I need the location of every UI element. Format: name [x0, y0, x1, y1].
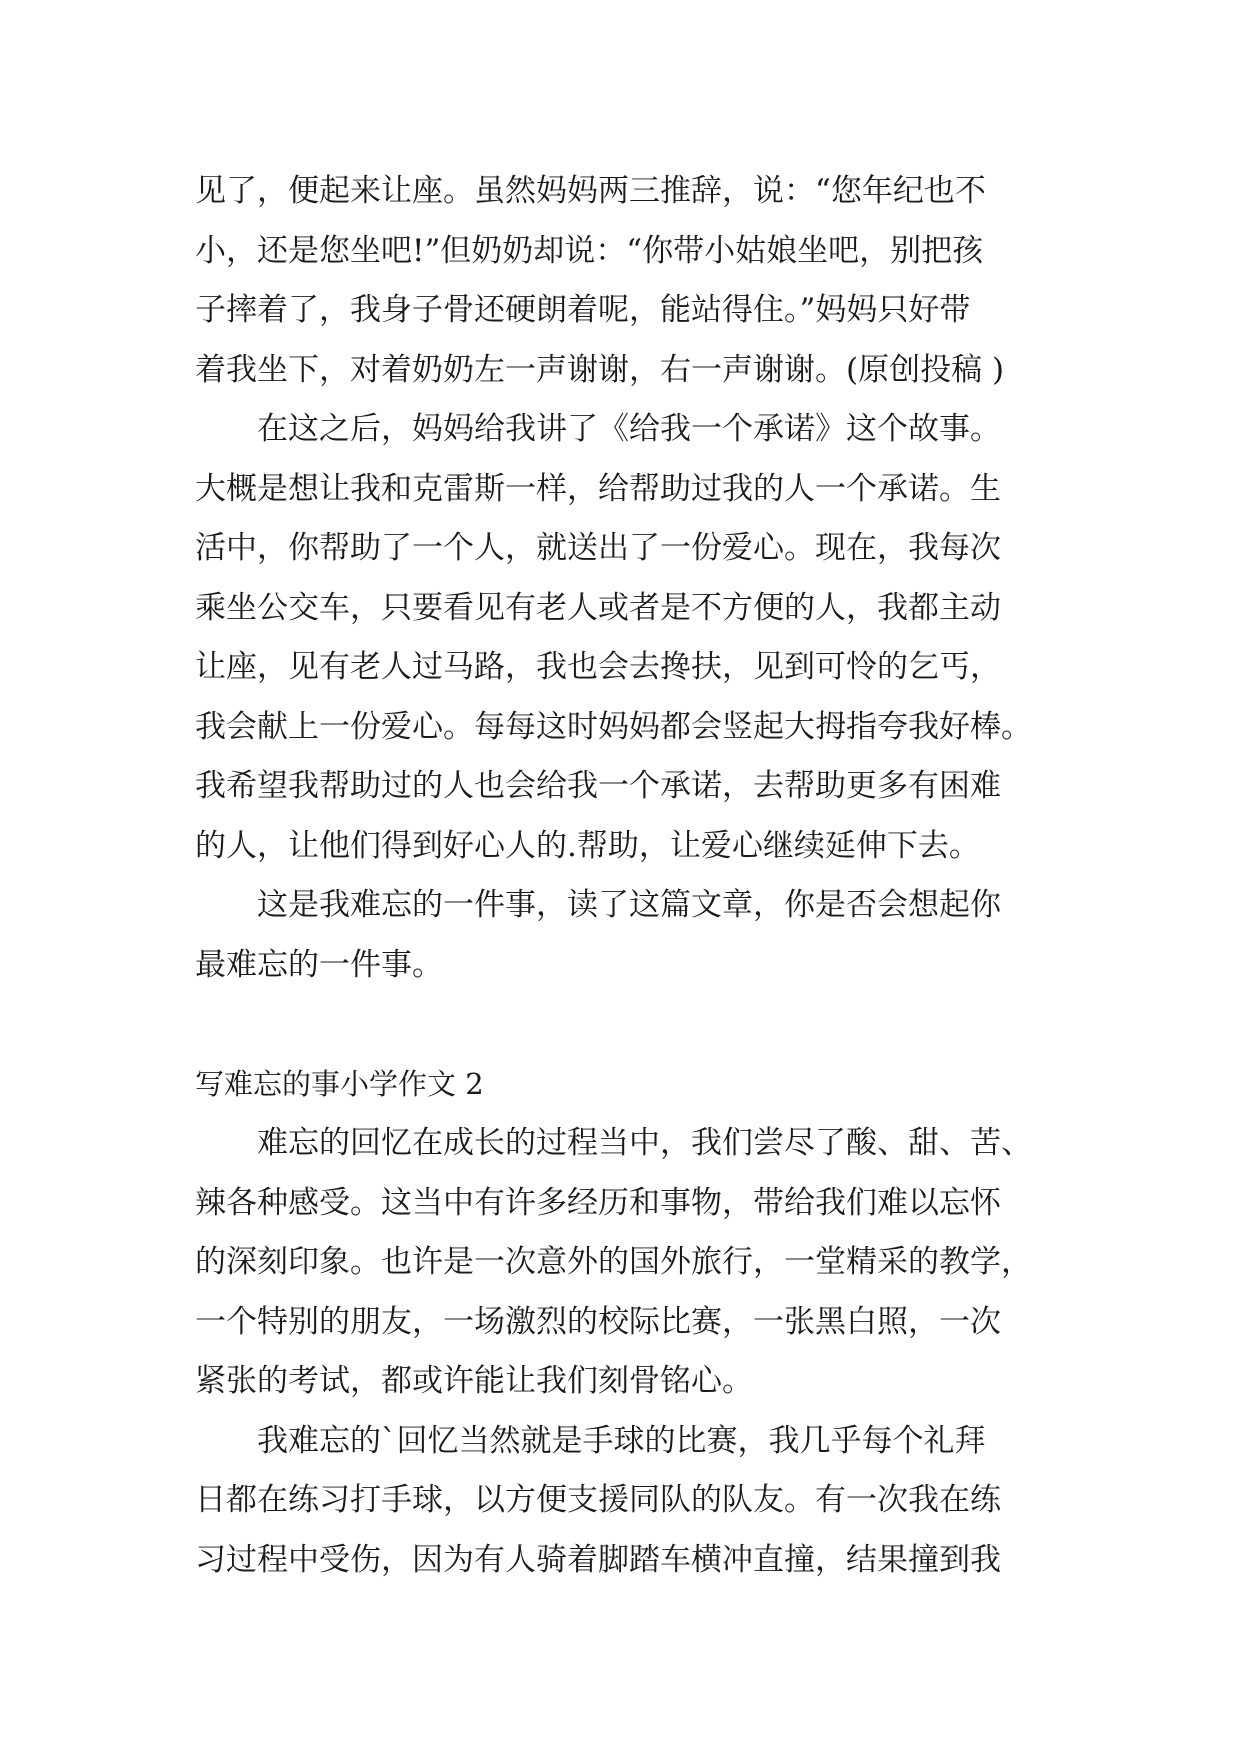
- text-line: 我希望我帮助过的人也会给我一个承诺，去帮助更多有困难: [195, 768, 1001, 804]
- text-line: 日都在练习打手球，以方便支援同队的队友。有一次我在练: [195, 1482, 1001, 1518]
- text-line: 小，还是您坐吧!”但奶奶却说：“你带小姑娘坐吧，别把孩: [195, 232, 984, 269]
- paragraph: [195, 400, 1065, 876]
- text-line: 辣各种感受。这当中有许多经历和事物，带给我们难以忘怀: [195, 1184, 1001, 1221]
- text-line: 我会献上一份爱心。每每这时妈妈都会竖起大拇指夸我好棒。: [195, 708, 1032, 745]
- text-line: 紧张的考试，都或许能让我们刻骨铭心。: [195, 1363, 753, 1399]
- paragraph: [195, 876, 1065, 995]
- paragraph: [195, 1114, 1065, 1412]
- text-line: 的深刻印象。也许是一次意外的国外旅行，一堂精采的教学，: [195, 1244, 1032, 1280]
- text-line: 活中，你帮助了一个人，就送出了一份爱心。现在，我每次: [195, 530, 1001, 566]
- text-line: 乘坐公交车，只要看见有老人或者是不方便的人，我都主动: [195, 589, 1001, 626]
- blank-line: [195, 995, 1065, 1055]
- paragraph: [195, 162, 1065, 400]
- text-line: 的人，让他们得到好心人的.帮助，让爱心继续延伸下去。: [195, 827, 980, 864]
- document-body: [195, 162, 1065, 1590]
- text-line: 最难忘的一件事。: [195, 946, 443, 983]
- text-line: 难忘的回忆在成长的过程当中，我们尝尽了酸、甜、苦、: [257, 1125, 1032, 1161]
- text-line: 子摔着了，我身子骨还硬朗着呢，能站得住。”妈妈只好带: [195, 292, 971, 328]
- text-line: 习过程中受伤，因为有人骑着脚踏车横冲直撞，结果撞到我: [195, 1541, 1001, 1578]
- text-line: 见了，便起来让座。虽然妈妈两三推辞，说：“您年纪也不: [195, 173, 986, 209]
- paragraph: [195, 1412, 1065, 1591]
- text-line: 着我坐下，对着奶奶左一声谢谢，右一声谢谢。(原创投稿 ): [195, 351, 1005, 388]
- text-line: 让座，见有老人过马路，我也会去搀扶，见到可怜的乞丐，: [195, 649, 1001, 685]
- section-title: 写难忘的事小学作文 2: [195, 1066, 484, 1101]
- text-line: 这是我难忘的一件事，读了这篇文章，你是否会想起你: [257, 887, 1001, 923]
- text-line: 在这之后，妈妈给我讲了《给我一个承诺》这个故事。: [257, 411, 1001, 447]
- text-line: 我难忘的`回忆当然就是手球的比赛，我几乎每个礼拜: [257, 1422, 986, 1459]
- text-line: 一个特别的朋友，一场激烈的校际比赛，一张黑白照，一次: [195, 1303, 1001, 1340]
- text-line: 大概是想让我和克雷斯一样，给帮助过我的人一个承诺。生: [195, 470, 1001, 507]
